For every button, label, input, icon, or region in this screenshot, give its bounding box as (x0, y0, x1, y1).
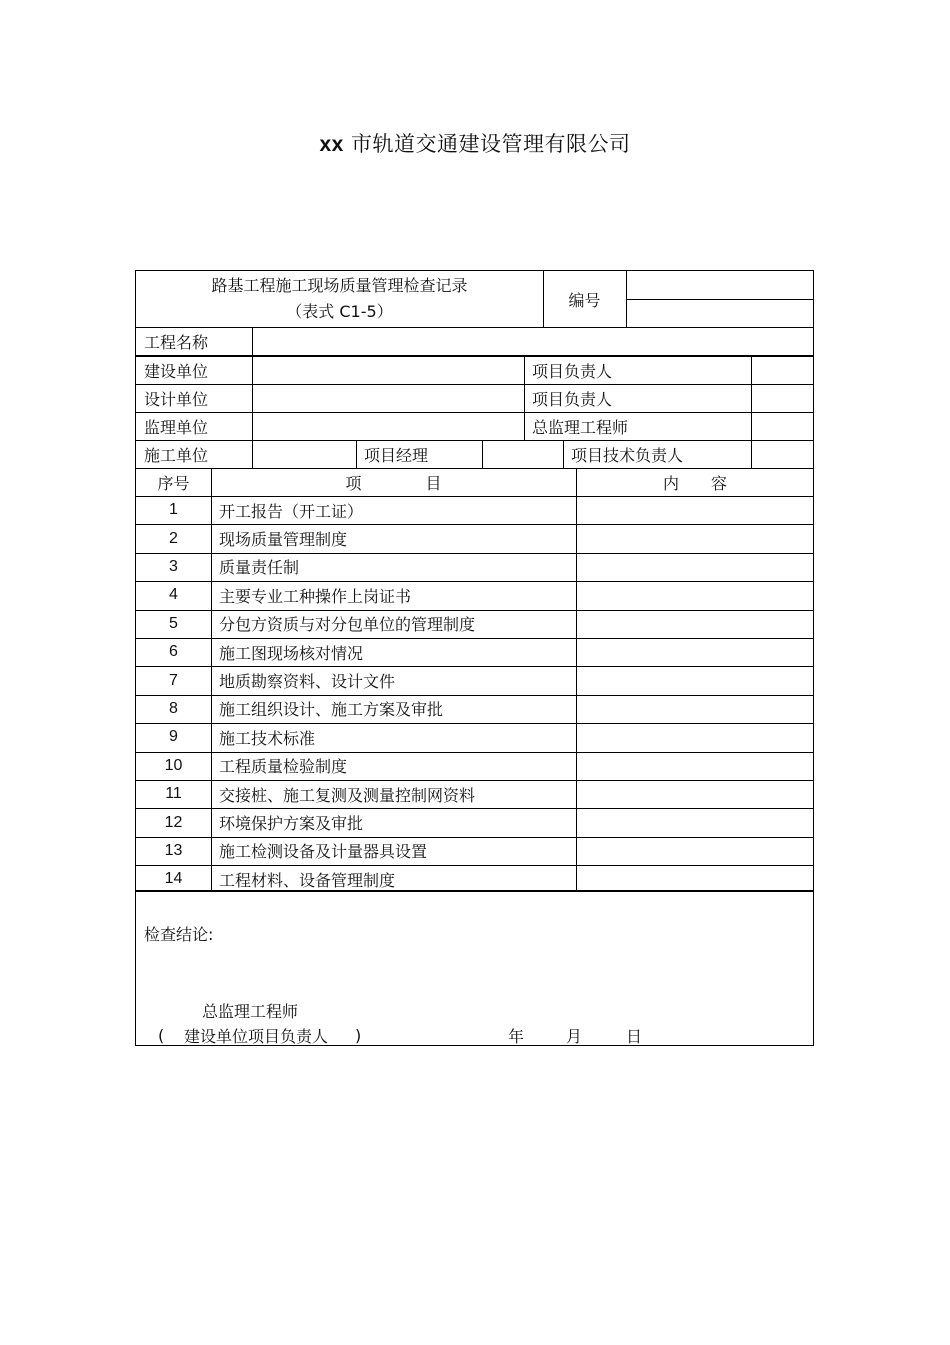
signer-alt-open: ( (158, 1025, 165, 1045)
number-label: 编号 (568, 290, 601, 310)
supervision-unit-field[interactable] (252, 412, 524, 440)
project-leader-label-2: 项目负责人 (532, 389, 613, 409)
construction-unit-label: 建设单位 (144, 361, 209, 381)
header-item: 项 目 (345, 473, 442, 493)
row-content-field[interactable] (576, 581, 814, 609)
design-unit-field[interactable] (252, 384, 524, 412)
design-unit-label: 设计单位 (144, 389, 209, 409)
row-content-field[interactable] (576, 695, 814, 723)
builder-unit-field[interactable] (252, 440, 356, 468)
row-content-field[interactable] (576, 610, 814, 638)
company-prefix: xx (319, 133, 344, 156)
inspection-form (135, 270, 814, 1046)
row-content-field[interactable] (576, 666, 814, 694)
number-field-2[interactable] (626, 299, 814, 327)
row-seq: 12 (164, 813, 183, 831)
row-item: 开工报告（开工证） (219, 501, 364, 521)
project-manager-field[interactable] (482, 440, 563, 468)
project-manager-label: 项目经理 (364, 445, 429, 465)
row-content-field[interactable] (576, 638, 814, 666)
row-content-field[interactable] (576, 553, 814, 581)
chief-supervisor-field[interactable] (751, 412, 814, 440)
row-item: 质量责任制 (219, 558, 300, 578)
row-item: 施工组织设计、施工方案及审批 (219, 700, 444, 720)
number-field-1[interactable] (626, 271, 814, 299)
project-name-field[interactable] (252, 327, 814, 355)
row-item: 工程材料、设备管理制度 (219, 870, 396, 890)
signer-alt-label: 建设单位项目负责人 (184, 1026, 329, 1046)
date-year-label: 年 (508, 1026, 525, 1046)
signer-label: 总监理工程师 (202, 1001, 299, 1021)
project-leader-field-2[interactable] (751, 384, 814, 412)
form-title-line1: 路基工程施工现场质量管理检查记录 (211, 276, 468, 295)
technical-leader-field[interactable] (751, 440, 814, 468)
row-item: 工程质量检验制度 (219, 757, 348, 777)
row-seq: 10 (164, 756, 183, 774)
supervision-unit-label: 监理单位 (144, 417, 209, 437)
conclusion-label: 检查结论: (144, 924, 214, 944)
row-item: 现场质量管理制度 (219, 530, 348, 550)
form-title-line2: （表式 C1-5） (286, 302, 393, 321)
row-item: 施工图现场核对情况 (219, 643, 364, 663)
row-content-field[interactable] (576, 723, 814, 751)
header-seq: 序号 (157, 473, 190, 493)
signer-alt-close: ) (355, 1025, 362, 1045)
row-seq: 6 (169, 643, 178, 661)
row-seq: 7 (169, 671, 178, 689)
row-content-field[interactable] (576, 808, 814, 836)
row-seq: 11 (165, 785, 182, 803)
construction-unit-field[interactable] (252, 356, 524, 384)
row-seq: 5 (169, 614, 178, 632)
row-content-field[interactable] (576, 780, 814, 808)
company-name: 市轨道交通建设管理有限公司 (351, 132, 631, 156)
project-name-label: 工程名称 (144, 332, 209, 352)
row-item: 主要专业工种操作上岗证书 (219, 586, 412, 606)
project-leader-label-1: 项目负责人 (532, 361, 613, 381)
row-item: 交接桩、施工复测及测量控制网资料 (219, 785, 476, 805)
row-item: 环境保护方案及审批 (219, 814, 364, 834)
row-content-field[interactable] (576, 837, 814, 865)
row-seq: 14 (164, 870, 183, 888)
row-seq: 2 (169, 529, 178, 547)
row-seq: 8 (169, 699, 178, 717)
row-item: 施工检测设备及计量器具设置 (219, 842, 428, 862)
date-day-label: 日 (626, 1026, 643, 1046)
builder-unit-label: 施工单位 (144, 445, 209, 465)
row-content-field[interactable] (576, 496, 814, 524)
chief-supervisor-label: 总监理工程师 (532, 417, 629, 437)
row-content-field[interactable] (576, 752, 814, 780)
row-seq: 9 (169, 728, 178, 746)
company-title (0, 128, 950, 158)
date-month-label: 月 (566, 1026, 583, 1046)
row-item: 地质勘察资料、设计文件 (219, 672, 396, 692)
project-leader-field-1[interactable] (751, 356, 814, 384)
row-item: 分包方资质与对分包单位的管理制度 (219, 615, 476, 635)
row-seq: 4 (169, 586, 178, 604)
row-seq: 3 (169, 557, 178, 575)
header-content: 内 容 (662, 473, 727, 493)
technical-leader-label: 项目技术负责人 (571, 445, 684, 465)
row-seq: 13 (164, 841, 183, 859)
form-title (136, 271, 543, 327)
row-item: 施工技术标准 (219, 728, 316, 748)
row-seq: 1 (169, 501, 178, 519)
row-content-field[interactable] (576, 524, 814, 552)
